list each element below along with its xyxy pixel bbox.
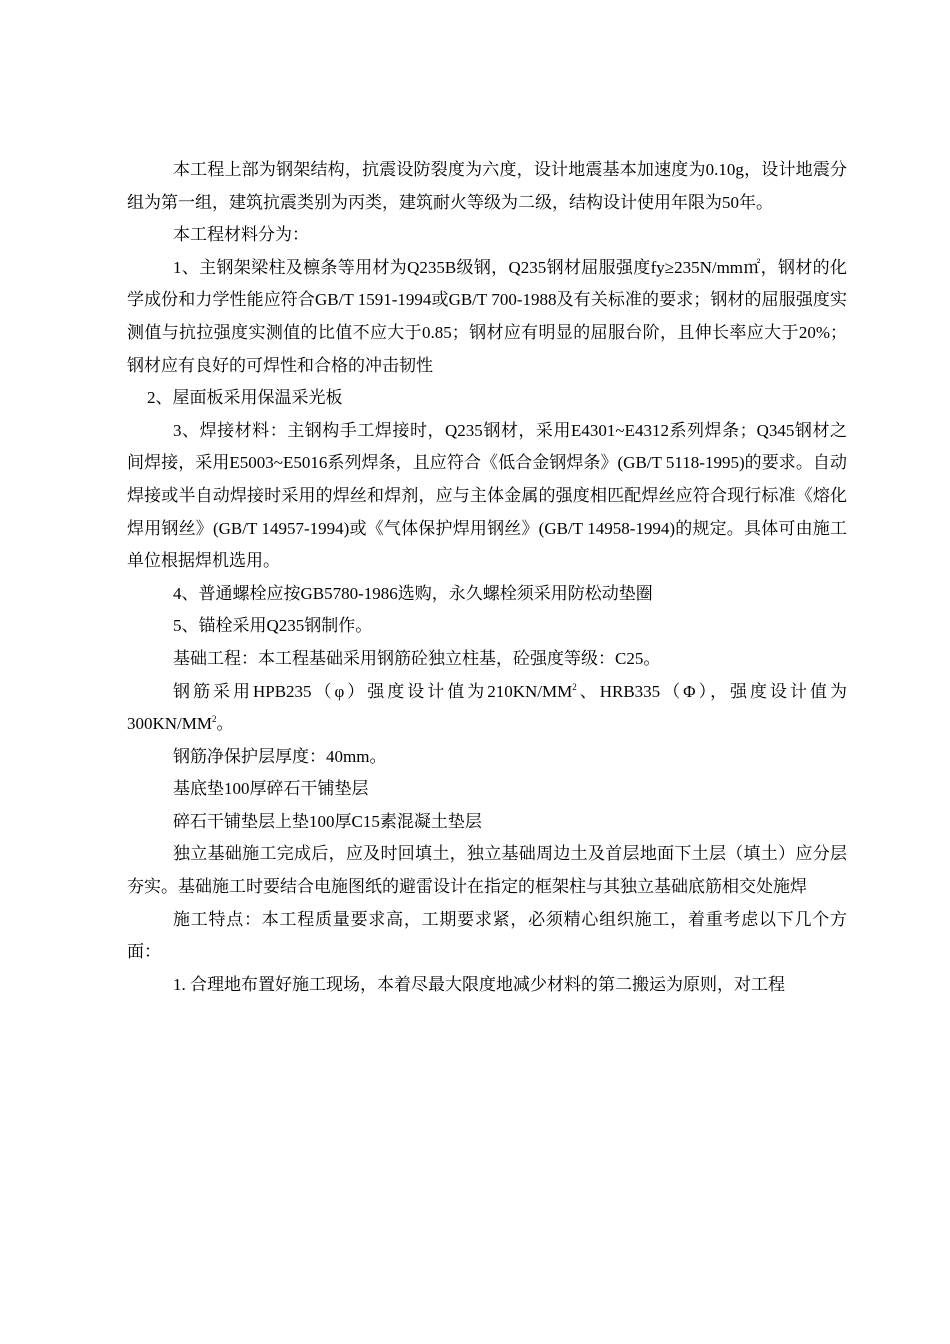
rebar-text-part-1: 钢筋采用HPB235（φ）强度设计值为210KN/MM (173, 681, 573, 701)
superscript-squared: 2 (572, 681, 577, 692)
paragraph-rebar-strength (127, 676, 847, 741)
paragraph-seismic-design: 本工程上部为钢架结构，抗震设防裂度为六度，设计地震基本加速度为0.10g，设计地震分组为第一组，建筑抗震类别为丙类，建筑耐火等级为二级，结构设计使用年限为50年。 (127, 160, 847, 212)
rebar-text-part-3: 。 (216, 714, 234, 734)
paragraph-gravel-cushion: 基底垫100厚碎石干铺垫层 (173, 779, 369, 799)
paragraph-steel-material: 1、主钢架梁柱及檩条等用材为Q235B级钢，Q235钢材屈服强度fy≥235N/mm㎡，钢材的化学成份和力学性能应符合GB/T 1591-1994或GB/T 700-1988及有关标准的要求；钢材的屈服强度实测值与抗拉强度实测值的比值不应大于0.85；钢材应有明显的屈服台阶，且伸长率应大于20%；钢材应有良好的可焊性和合格的冲击韧性 (127, 257, 847, 375)
paragraph-roof-panel: 2、屋面板采用保温采光板 (147, 388, 343, 408)
document-page (127, 154, 847, 1001)
paragraph-anchor-bolts: 5、锚栓采用Q235钢制作。 (173, 616, 373, 636)
rebar-text-part-2: 、HRB335（Φ），强度设计值为300KN/MM (127, 681, 848, 734)
paragraph-foundation-work: 基础工程：本工程基础采用钢筋砼独立柱基，砼强度等级：C25。 (173, 648, 661, 668)
paragraph-backfill: 独立基础施工完成后，应及时回填土，独立基础周边土及首层地面下土层（填土）应分层夯实。基础施工时要结合电施图纸的避雷设计在指定的框架柱与其独立基础底筋相交处施焊 (127, 844, 847, 897)
paragraph-construction-features: 施工特点：本工程质量要求高，工期要求紧，必须精心组织施工，着重考虑以下几个方面： (127, 909, 847, 962)
paragraph-site-layout: 1. 合理地布置好施工现场，本着尽最大限度地减少材料的第二搬运为原则，对工程 (173, 974, 785, 994)
paragraph-bolts: 4、普通螺栓应按GB5780-1986选购，永久螺栓须采用防松动垫圈 (173, 583, 653, 603)
superscript-squared: 2 (212, 714, 217, 725)
paragraph-welding-material: 3、焊接材料：主钢构手工焊接时，Q235钢材，采用E4301~E4312系列焊条；Q345钢材之间焊接，采用E5003~E5016系列焊条，且应符合《低合金钢焊条》(GB/T 5118-1995)的要求。自动焊接或半自动焊接时采用的焊丝和焊剂，应与主体金属的强度相匹配焊丝应符合现行标准《熔化焊用钢丝》(GB/T 14957-1994)或《气体保护焊用钢丝》(GB/T 14958-1994)的规定。具体可由施工单位根据焊机选用。 (127, 420, 847, 571)
paragraph-concrete-cushion: 碎石干铺垫层上垫100厚C15素混凝土垫层 (173, 811, 482, 831)
paragraph-materials-heading: 本工程材料分为： (173, 225, 309, 245)
paragraph-cover-thickness: 钢筋净保护层厚度：40mm。 (173, 746, 387, 766)
